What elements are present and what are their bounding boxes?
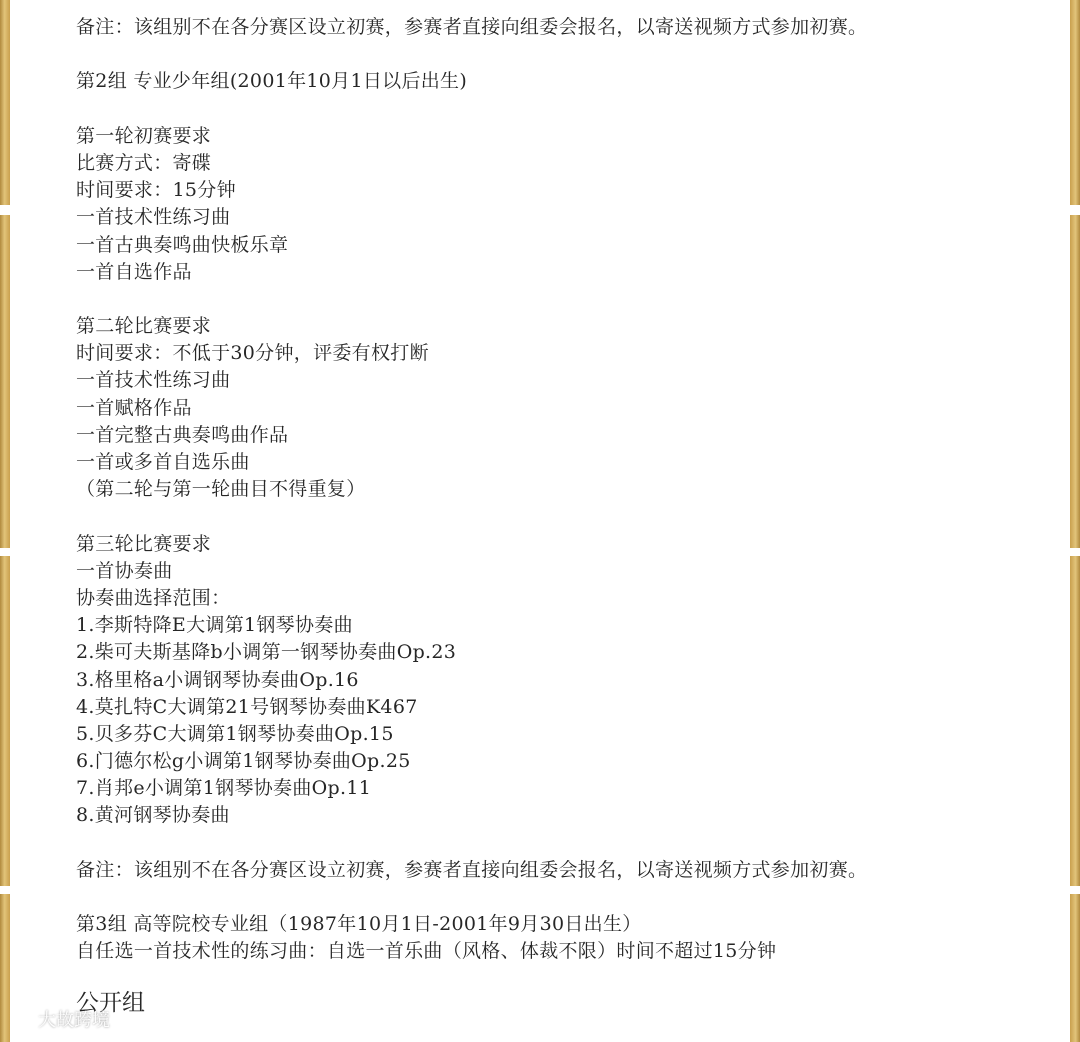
- concerto-list-item: 8.黄河钢琴协奏曲: [76, 804, 230, 827]
- round-3-heading: 第三轮比赛要求: [76, 532, 212, 555]
- text-line: 一首自选作品: [76, 260, 192, 283]
- text-line: 一首技术性练习曲: [76, 206, 231, 229]
- right-gold-border: [1070, 0, 1080, 1042]
- concerto-list-item: 4.莫扎特C大调第21号钢琴协奏曲K467: [76, 695, 418, 718]
- note-line: 备注：该组别不在各分赛区设立初赛，参赛者直接向组委会报名，以寄送视频方式参加初赛。: [76, 16, 868, 38]
- text-line: 自任选一首技术性的练习曲：自选一首乐曲（风格、体裁不限）时间不超过15分钟: [76, 940, 777, 963]
- document-body: [76, 14, 1036, 1018]
- watermark-text: 大故跨境: [38, 1010, 110, 1031]
- text-line: 一首协奏曲: [76, 559, 173, 582]
- gold-bar-segment: [0, 556, 10, 886]
- text-line: 一首技术性练习曲: [76, 369, 231, 392]
- note-line: 备注：该组别不在各分赛区设立初赛，参赛者直接向组委会报名，以寄送视频方式参加初赛。: [76, 858, 868, 881]
- concerto-list-item: 5.贝多芬C大调第1钢琴协奏曲Op.15: [76, 722, 394, 745]
- left-gold-border: [0, 0, 10, 1042]
- text-line: （第二轮与第一轮曲目不得重复）: [76, 478, 366, 501]
- concerto-list-item: 7.肖邦e小调第1钢琴协奏曲Op.11: [76, 777, 372, 800]
- group-2-heading: 第2组 专业少年组(2001年10月1日以后出生): [76, 70, 468, 93]
- open-group-heading: 公开组: [76, 989, 145, 1016]
- gold-bar-segment: [1070, 215, 1080, 548]
- round-1-heading: 第一轮初赛要求: [76, 124, 212, 147]
- text-line: 一首完整古典奏鸣曲作品: [76, 423, 289, 446]
- gold-bar-segment: [1070, 0, 1080, 205]
- text-line: 一首或多首自选乐曲: [76, 451, 250, 473]
- text-line: 一首古典奏鸣曲快板乐章: [76, 233, 289, 256]
- text-line: 时间要求：15分钟: [76, 179, 236, 202]
- concerto-list-item: 6.门德尔松g小调第1钢琴协奏曲Op.25: [76, 750, 411, 773]
- gold-bar-segment: [1070, 894, 1080, 1042]
- gold-bar-segment: [0, 894, 10, 1042]
- watermark: [10, 1006, 110, 1032]
- gold-bar-segment: [0, 0, 10, 205]
- group-3-heading: 第3组 高等院校专业组（1987年10月1日-2001年9月30日出生）: [76, 913, 642, 936]
- round-2-heading: 第二轮比赛要求: [76, 315, 212, 338]
- text-line: 时间要求：不低于30分钟，评委有权打断: [76, 342, 429, 365]
- text-line: 比赛方式：寄碟: [76, 151, 212, 174]
- concerto-list-item: 1.李斯特降E大调第1钢琴协奏曲: [76, 614, 353, 637]
- text-line: 一首赋格作品: [76, 396, 192, 419]
- concerto-list-item: 2.柴可夫斯基降b小调第一钢琴协奏曲Op.23: [76, 641, 457, 664]
- weibo-icon: [10, 1009, 34, 1029]
- gold-bar-segment: [1070, 556, 1080, 886]
- gold-bar-segment: [0, 215, 10, 548]
- text-line: 协奏曲选择范围：: [76, 586, 231, 609]
- concerto-list-item: 3.格里格a小调钢琴协奏曲Op.16: [76, 668, 359, 691]
